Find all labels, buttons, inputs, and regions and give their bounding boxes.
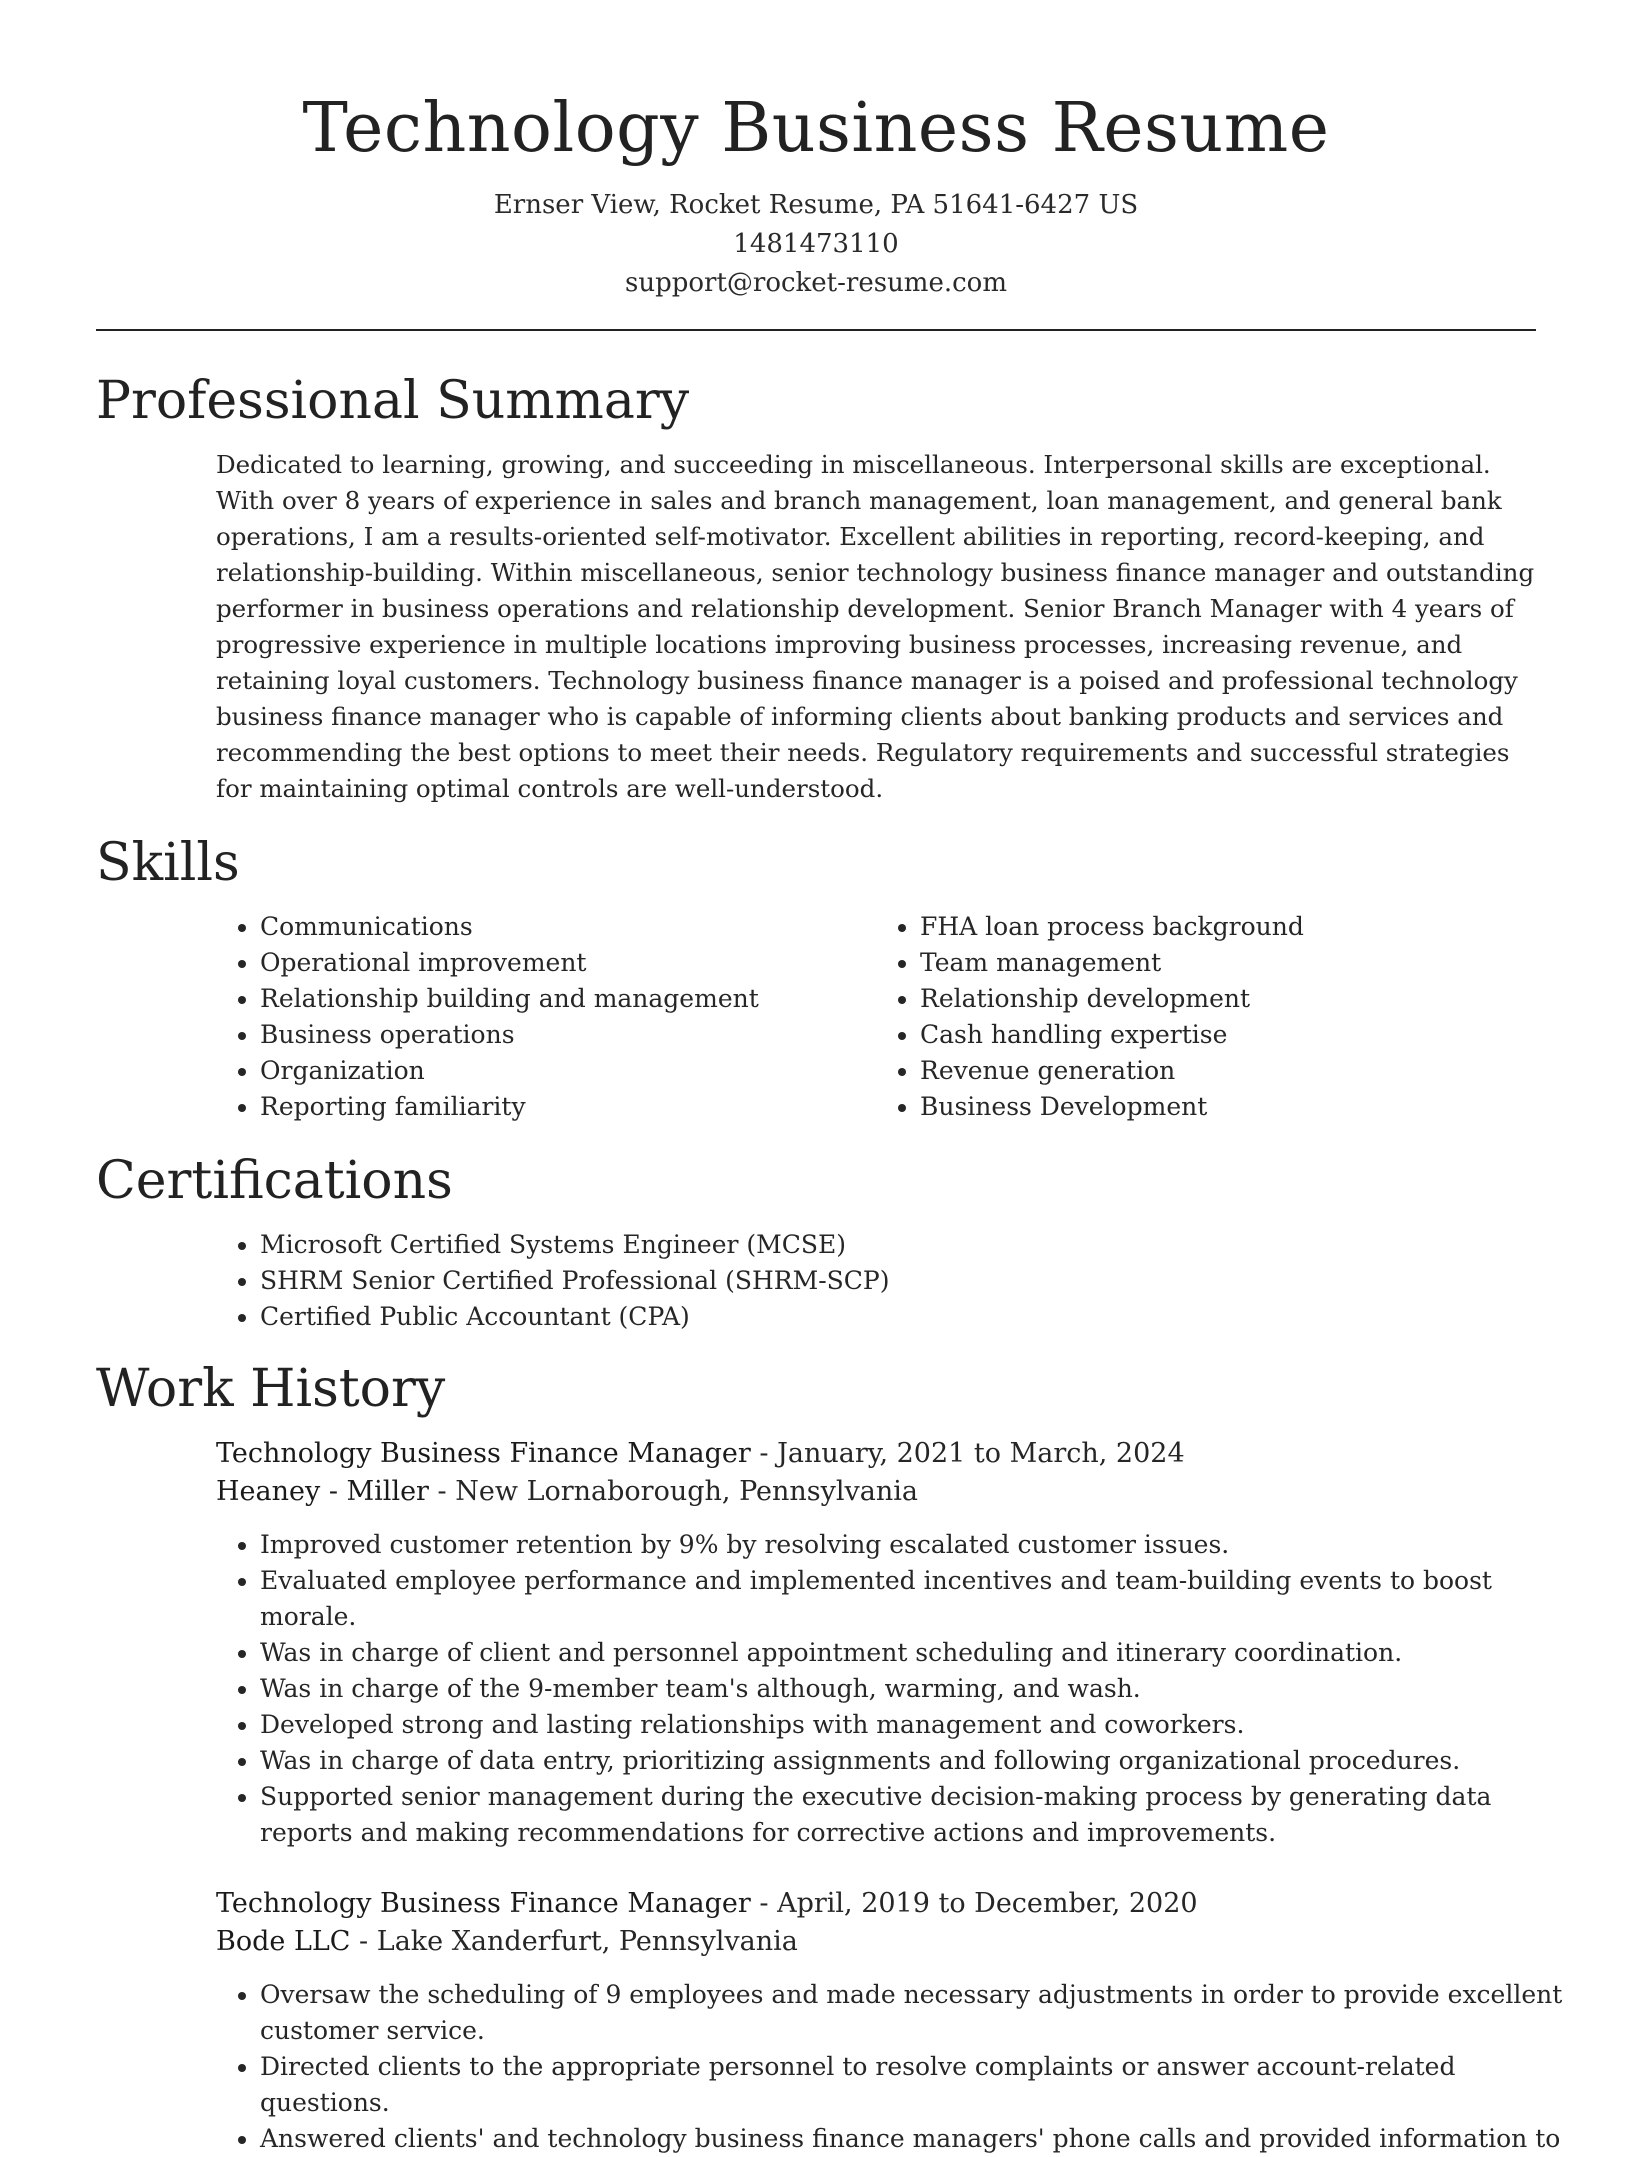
skill-item: • Relationship development — [920, 981, 1536, 1017]
job-bullet: • Was in charge of client and personnel appointment scheduling and itinerary coordination. — [260, 1635, 1590, 1671]
job-bullet: • Directed clients to the appropriate personnel to resolve complaints or answer account-related questions. — [260, 2049, 1590, 2121]
job-company: Heaney - Miller — [216, 1476, 429, 1507]
certification-item: • Certified Public Accountant (CPA) — [260, 1299, 1536, 1335]
job-separator: - — [350, 1926, 377, 1957]
skill-item: • Communications — [260, 909, 876, 945]
contact-address: Ernser View, Rocket Resume, PA 51641-6427 US — [493, 190, 1139, 220]
contact-block — [96, 186, 1536, 303]
job-bullet: • Answered clients' and technology business finance managers' phone calls and provided information to — [260, 2121, 1590, 2157]
job-bullet: • Was in charge of data entry, prioritizing assignments and following organizational procedures. — [260, 1743, 1590, 1779]
job-bullet: • Oversaw the scheduling of 9 employees and made necessary adjustments in order to provide excellent customer service. — [260, 1977, 1590, 2049]
job-separator: - — [428, 1476, 456, 1507]
skill-item: • Business operations — [260, 1017, 876, 1053]
skill-item: • Business Development — [920, 1089, 1536, 1125]
job-location: Lake Xanderfurt, Pennsylvania — [376, 1926, 798, 1957]
job-company-line — [216, 1473, 1536, 1511]
job-title: Technology Business Finance Manager — [216, 1888, 751, 1919]
certification-item: • SHRM Senior Certified Professional (SHRM-SCP) — [260, 1263, 1536, 1299]
contact-phone: 1481473110 — [733, 229, 899, 259]
skill-item: • FHA loan process background — [920, 909, 1536, 945]
skill-item: • Organization — [260, 1053, 876, 1089]
skill-item: • Relationship building and management — [260, 981, 876, 1017]
job-company-line — [216, 1923, 1536, 1961]
contact-email: support@rocket-resume.com — [624, 268, 1007, 298]
job-bullets — [216, 1977, 1590, 2157]
skill-item: • Reporting familiarity — [260, 1089, 876, 1125]
job-dates: April, 2019 to December, 2020 — [777, 1888, 1198, 1919]
skills-column-left — [216, 909, 876, 1125]
section-title-summary: Professional Summary — [96, 371, 690, 431]
skill-item: • Team management — [920, 945, 1536, 981]
summary-text: Dedicated to learning, growing, and succeeding in miscellaneous. Interpersonal skills are exceptional. With over 8 years of experience in sales and branch management, loan management, and general bank operations, I am a results-oriented self-motivator. Excellent abilities in reporting, record-keeping, and relationship-building. Within miscellaneous, senior technology business finance manager and outstanding performer in business operations and relationship development. Senior Branch Manager with 4 years of progressive experience in multiple locations improving business processes, increasing revenue, and retaining loyal customers. Technology business finance manager is a poised and professional technology business finance manager who is capable of informing clients about banking products and services and recommending the best options to meet their needs. Regulatory requirements and successful strategies for maintaining optimal controls are well-understood. — [216, 450, 1535, 803]
job-dates: January, 2021 to March, 2024 — [777, 1438, 1185, 1469]
job-bullet: • Evaluated employee performance and implemented incentives and team-building events to boost morale. — [260, 1563, 1590, 1635]
certification-item: • Microsoft Certified Systems Engineer (MCSE) — [260, 1227, 1536, 1263]
skill-item: • Revenue generation — [920, 1053, 1536, 1089]
job-title-line — [216, 1885, 1536, 1923]
section-title-certifications: Certifications — [96, 1151, 453, 1211]
job-bullets — [216, 1527, 1590, 1851]
resume-title: Technology Business Resume — [302, 89, 1330, 168]
resume-page — [96, 0, 1563, 2157]
job-separator: - — [750, 1888, 778, 1919]
section-title-skills: Skills — [96, 833, 240, 893]
job-bullet: • Developed strong and lasting relationships with management and coworkers. — [260, 1707, 1590, 1743]
job-bullet: • Supported senior management during the executive decision-making process by generating data reports and making recommendations for corrective actions and improvements. — [260, 1779, 1590, 1851]
job-separator: - — [750, 1438, 778, 1469]
header-divider — [96, 329, 1536, 331]
skill-item: • Cash handling expertise — [920, 1017, 1536, 1053]
section-title-work-history: Work History — [96, 1359, 446, 1419]
job-bullet: • Improved customer retention by 9% by resolving escalated customer issues. — [260, 1527, 1590, 1563]
job-entry — [216, 1885, 1536, 1961]
job-company: Bode LLC — [216, 1926, 351, 1957]
job-title: Technology Business Finance Manager — [216, 1438, 751, 1469]
job-bullet: • Was in charge of the 9-member team's although, warming, and wash. — [260, 1671, 1590, 1707]
job-location: New Lornaborough, Pennsylvania — [455, 1476, 918, 1507]
certifications-list — [216, 1227, 1536, 1335]
skills-column-right — [876, 909, 1536, 1125]
job-title-line — [216, 1435, 1536, 1473]
skills-list — [216, 909, 1536, 1125]
skill-item: • Operational improvement — [260, 945, 876, 981]
job-entry — [216, 1435, 1536, 1511]
